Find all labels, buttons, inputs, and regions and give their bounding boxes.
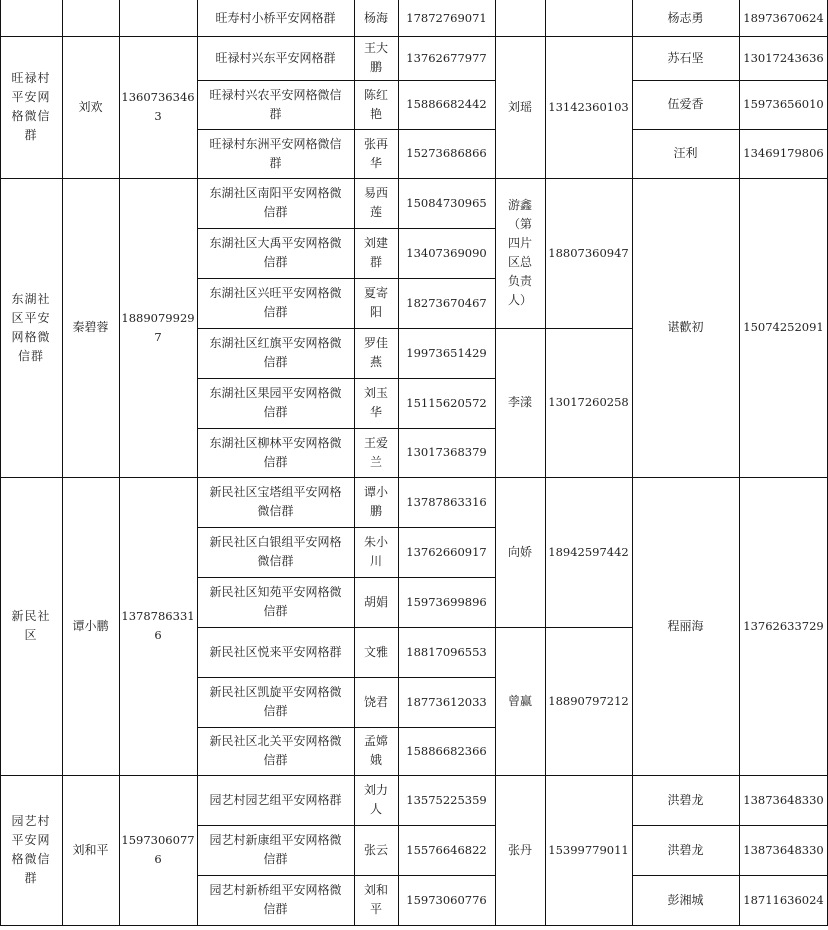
table-rule — [739, 477, 740, 776]
group-name: 新民社区凯旋平安网格微 信群 — [209, 685, 342, 718]
table-rule — [739, 178, 740, 478]
table-rule — [398, 775, 399, 926]
captain-name: 汪利 — [673, 146, 698, 160]
captain-phone: 18973670624 — [743, 10, 824, 25]
table-rule — [0, 0, 1, 36]
captain-phone: 13762633729 — [743, 618, 824, 633]
grid-phone: 15886682442 — [406, 97, 487, 111]
grid-phone: 19973651429 — [406, 345, 487, 360]
table-rule — [197, 129, 495, 130]
block-leader-phone: 1378786331 6 — [121, 609, 195, 642]
table-rule — [197, 775, 198, 926]
captain-name: 程丽海 — [667, 618, 704, 633]
grid-member: 刘和 平 — [363, 883, 388, 916]
grid-member: 胡娟 — [363, 594, 388, 609]
table-rule — [632, 36, 633, 179]
grid-member: 易西 莲 — [363, 186, 388, 219]
table-rule — [0, 36, 1, 179]
table-rule — [119, 36, 120, 179]
grid-member: 朱小 川 — [363, 535, 388, 568]
grid-member: 谭小 鹏 — [363, 485, 388, 518]
group-name: 东湖社区兴旺平安网格微 信群 — [209, 286, 342, 319]
table-rule — [354, 477, 355, 776]
table-rule — [197, 677, 495, 678]
table-rule — [632, 129, 828, 130]
grid-phone: 13407369090 — [406, 245, 487, 260]
captain-name: 杨志勇 — [667, 10, 704, 25]
block-name: 旺禄村 平安网 格微信 群 — [11, 71, 51, 142]
table-rule — [495, 36, 496, 179]
table-rule — [632, 875, 828, 876]
table-rule — [197, 80, 495, 81]
table-rule — [197, 477, 198, 776]
table-rule — [197, 627, 495, 628]
block-name: 东湖社 区平安 网格微 信群 — [11, 291, 51, 363]
table-rule — [632, 80, 828, 81]
block-leader: 刘欢 — [78, 99, 103, 114]
block-leader: 刘和平 — [72, 842, 109, 857]
group-name: 东湖社区果园平安网格微 信群 — [209, 386, 342, 419]
table-rule — [354, 36, 355, 179]
table-rule — [197, 727, 495, 728]
group-name: 园艺村新康组平安网格微 信群 — [209, 833, 342, 866]
table-rule — [739, 36, 740, 179]
zone-leader: 游鑫 （第 四片 区总 负责 人） — [507, 198, 532, 307]
group-name: 新民社区北关平安网格微 信群 — [209, 734, 342, 767]
group-name: 旺禄村兴农平安网格微信 群 — [209, 87, 342, 121]
captain-name: 彭湘城 — [667, 892, 704, 907]
zone-leader: 张丹 — [507, 842, 532, 857]
grid-phone: 15973060776 — [406, 892, 487, 907]
grid-phone: 15973699896 — [406, 594, 487, 609]
zone-leader: 向娇 — [507, 544, 532, 559]
grid-phone: 15576646822 — [406, 842, 487, 857]
table-rule — [632, 825, 828, 826]
grid-phone: 13762677977 — [406, 50, 487, 65]
block-leader: 谭小鹏 — [72, 618, 109, 633]
table-rule — [495, 0, 496, 36]
table-rule — [197, 825, 495, 826]
table-rule — [197, 577, 495, 578]
table-rule — [632, 775, 633, 926]
table-rule — [495, 775, 496, 926]
captain-name: 洪碧龙 — [667, 792, 704, 807]
grid-member: 张云 — [363, 842, 388, 857]
table-rule — [197, 278, 495, 279]
table-rule — [545, 178, 546, 478]
table-rule — [0, 775, 1, 926]
zone-phone: 18942597442 — [548, 544, 629, 559]
grid-member: 夏寄 阳 — [363, 286, 388, 319]
grid-member: 刘玉 华 — [363, 386, 388, 419]
table-rule — [354, 178, 355, 478]
table-rule — [0, 178, 1, 478]
table-rule — [0, 925, 828, 926]
zone-phone: 13142360103 — [548, 99, 629, 114]
zone-leader: 曾赢 — [507, 693, 532, 708]
grid-member: 文雅 — [363, 644, 388, 659]
grid-phone: 15084730965 — [406, 195, 487, 210]
table-rule — [398, 477, 399, 776]
grid-phone: 17872769071 — [406, 10, 487, 25]
table-rule — [197, 228, 495, 229]
grid-member: 王大 鹏 — [363, 41, 388, 74]
table-rule — [62, 775, 63, 926]
grid-member: 杨海 — [363, 10, 388, 25]
table-rule — [119, 178, 120, 478]
grid-member: 王爱 兰 — [363, 435, 388, 469]
group-name: 园艺村新桥组平安网格微 信群 — [209, 883, 342, 916]
table-rule — [739, 0, 740, 36]
table-rule — [119, 0, 120, 36]
table-rule — [632, 477, 633, 776]
block-leader-phone: 1597306077 6 — [121, 833, 195, 866]
table-rule — [545, 775, 546, 926]
table-rule — [119, 477, 120, 776]
group-name: 新民社区白银组平安网格 微信群 — [209, 535, 342, 568]
table-rule — [545, 0, 546, 36]
group-name: 旺寿村小桥平安网格群 — [215, 10, 336, 25]
table-rule — [398, 178, 399, 478]
captain-name: 洪碧龙 — [667, 842, 704, 857]
zone-phone: 15399779011 — [548, 842, 629, 857]
captain-name: 苏石坚 — [667, 50, 704, 65]
group-name: 东湖社区南阳平安网格微 信群 — [209, 186, 342, 219]
block-leader-phone: 1360736346 3 — [121, 90, 195, 123]
table-rule — [62, 36, 63, 179]
grid-phone: 15115620572 — [406, 395, 487, 410]
zone-leader: 李漾 — [507, 395, 532, 409]
captain-phone: 15074252091 — [743, 320, 824, 334]
table-rule — [354, 775, 355, 926]
table-rule — [495, 328, 632, 329]
grid-phone: 18773612033 — [406, 694, 487, 709]
table-rule — [119, 775, 120, 926]
group-name: 东湖社区大禹平安网格微 信群 — [209, 236, 342, 269]
grid-member: 陈红 艳 — [363, 87, 388, 121]
group-name: 园艺村园艺组平安网格群 — [209, 792, 342, 807]
grid-phone: 13762660917 — [406, 544, 487, 559]
captain-name: 谌歡初 — [667, 320, 704, 334]
grid-phone: 18817096553 — [406, 644, 487, 659]
table-rule — [197, 36, 198, 179]
grid-phone: 15886682366 — [406, 743, 487, 758]
grid-phone: 13017368379 — [406, 445, 487, 459]
captain-name: 伍爱香 — [667, 97, 704, 111]
block-name: 新民社 区 — [11, 609, 51, 642]
grid-phone: 18273670467 — [406, 295, 487, 310]
zone-phone: 18890797212 — [548, 693, 629, 708]
table-rule — [197, 0, 198, 36]
grid-member: 饶君 — [363, 694, 388, 709]
table-rule — [545, 477, 546, 776]
grid-member: 刘建 群 — [363, 236, 388, 269]
zone-leader: 刘瑶 — [507, 99, 532, 114]
table-rule — [62, 477, 63, 776]
zone-phone: 18807360947 — [548, 245, 629, 260]
table-rule — [495, 477, 496, 776]
captain-phone: 15973656010 — [743, 97, 824, 111]
table-rule — [632, 178, 633, 478]
captain-phone: 18711636024 — [743, 892, 824, 907]
grid-member: 罗佳 燕 — [363, 336, 388, 369]
group-name: 新民社区知苑平安网格微 信群 — [209, 585, 342, 618]
group-name: 新民社区悦来平安网格群 — [209, 644, 342, 659]
grid-phone: 15273686866 — [406, 146, 487, 160]
table-rule — [197, 178, 198, 478]
block-leader: 秦碧蓉 — [72, 320, 109, 334]
block-leader-phone: 1889079929 7 — [121, 310, 195, 344]
table-rule — [495, 178, 496, 478]
table-rule — [398, 0, 399, 36]
grid-member: 孟嫦 娥 — [363, 734, 388, 767]
grid-phone: 13575225359 — [406, 792, 487, 807]
table-rule — [398, 36, 399, 179]
table-rule — [197, 328, 495, 329]
captain-phone: 13469179806 — [743, 146, 824, 160]
table-rule — [62, 0, 63, 36]
table-rule — [62, 178, 63, 478]
table-rule — [197, 378, 495, 379]
group-name: 东湖社区柳林平安网格微 信群 — [209, 435, 342, 469]
group-name: 旺禄村兴东平安网格群 — [215, 50, 336, 65]
table-rule — [0, 477, 1, 776]
captain-phone: 13017243636 — [743, 50, 824, 65]
table-rule — [197, 428, 495, 429]
table-rule — [545, 36, 546, 179]
zone-phone: 13017260258 — [548, 395, 629, 409]
block-name: 园艺村 平安网 格微信 群 — [11, 814, 51, 885]
table-rule — [632, 0, 633, 36]
captain-phone: 13873648330 — [743, 792, 824, 807]
table-rule — [354, 0, 355, 36]
grid-member: 张再 华 — [363, 136, 388, 170]
group-name: 旺禄村东洲平安网格微信 群 — [209, 136, 342, 170]
table-rule — [197, 527, 495, 528]
table-rule — [197, 875, 495, 876]
group-name: 新民社区宝塔组平安网格 微信群 — [209, 485, 342, 518]
table-rule — [495, 627, 632, 628]
group-name: 东湖社区红旗平安网格微 信群 — [209, 336, 342, 369]
grid-phone: 13787863316 — [406, 494, 487, 509]
captain-phone: 13873648330 — [743, 842, 824, 857]
grid-member: 刘力 人 — [363, 783, 388, 816]
table-rule — [739, 775, 740, 926]
